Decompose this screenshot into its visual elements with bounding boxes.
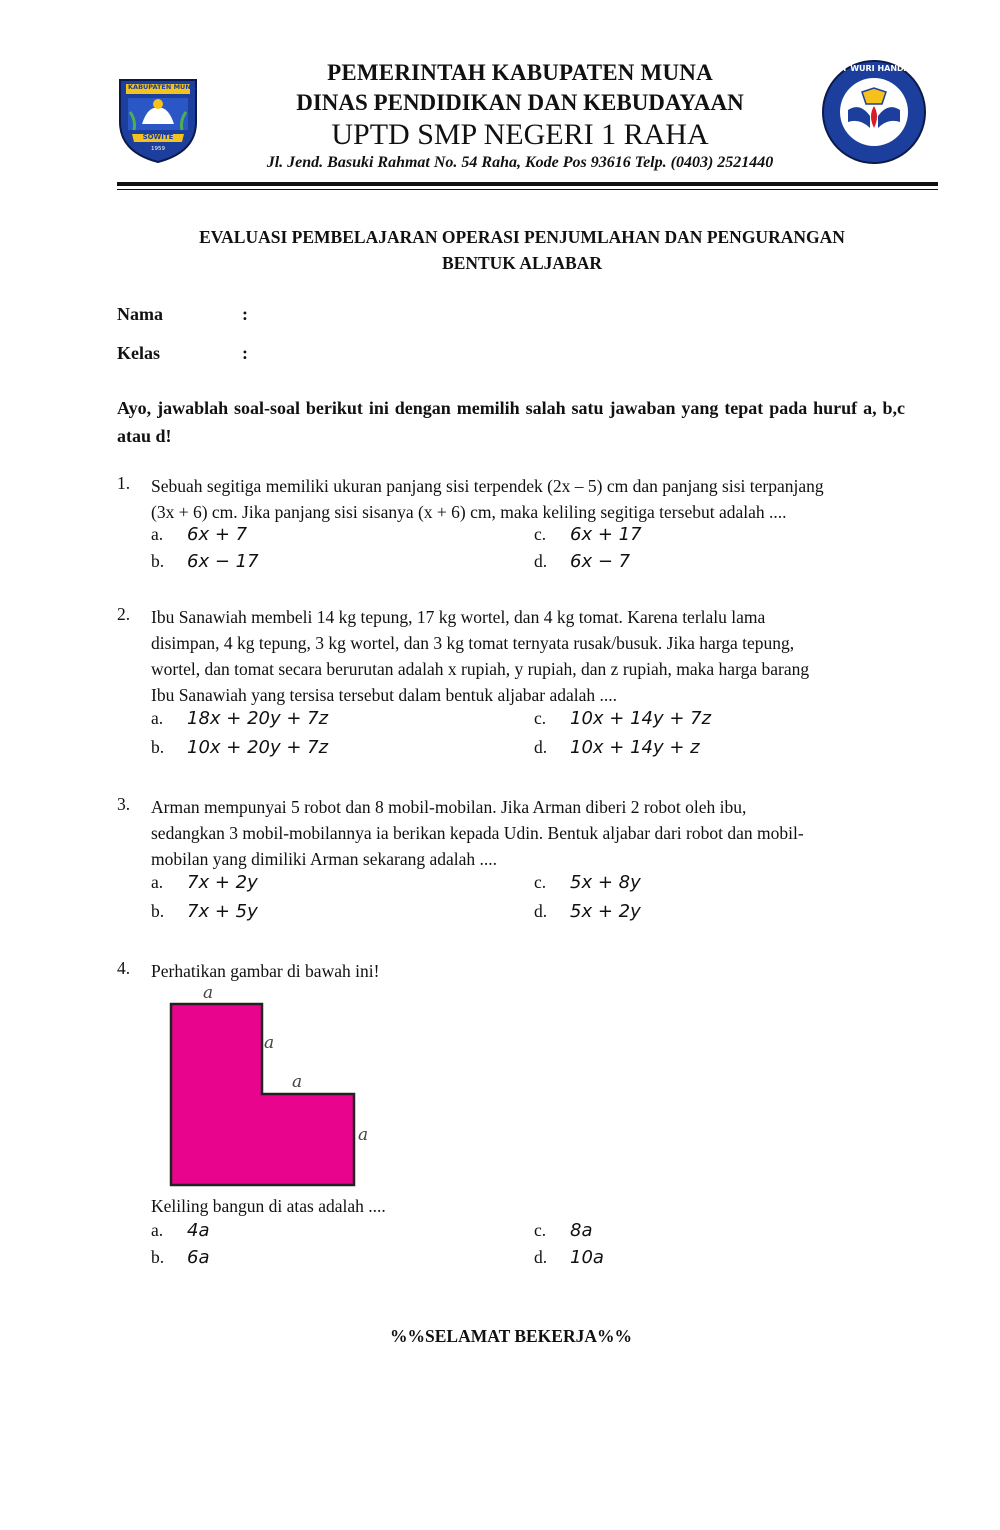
header-divider-thick [117,182,938,186]
instruction-text: Ayo, jawablah soal-soal berikut ini dengan memilih salah satu jawaban yang tepat pada huruf a, b,c atau d! [117,398,905,446]
q3-option-a[interactable]: a. 7x + 2y [151,872,258,893]
q1-option-c[interactable]: c. 6x + 17 [534,524,642,545]
q3-option-b[interactable]: b. 7x + 5y [151,901,258,922]
class-field[interactable] [258,339,898,367]
q4-option-a[interactable]: a. 4a [151,1220,210,1241]
q1-option-a[interactable]: a. 6x + 7 [151,524,248,545]
figure-label-right-lower: a [358,1125,369,1145]
q2-option-c[interactable]: c. 10x + 14y + 7z [534,708,712,729]
header-government: PEMERINTAH KABUPATEN MUNA [327,60,713,85]
q4-option-d[interactable]: d. 10a [534,1247,604,1268]
q4-option-c[interactable]: c. 8a [534,1220,593,1241]
figure-label-top: a [203,983,214,1003]
question-3-text [151,794,905,872]
header-department: DINAS PENDIDIKAN DAN KEBUDAYAAN [296,90,744,115]
question-line: sedangkan 3 mobil-mobilannya ia berikan kepada Udin. Bentuk aljabar dari robot dan mobil- [151,823,804,843]
question-line: Sebuah segitiga memiliki ukuran panjang sisi terpendek (2x – 5) cm dan panjang sisi terpanjang [151,476,824,496]
q1-option-d[interactable]: d. 6x − 7 [534,551,631,572]
question-4-prompt: Keliling bangun di atas adalah .... [151,1196,386,1216]
class-label: Kelas [117,343,160,363]
question-line: Arman mempunyai 5 robot dan 8 mobil-mobilan. Jika Arman diberi 2 robot oleh ibu, [151,797,747,817]
question-4-number: 4. [117,958,131,978]
question-line: Ibu Sanawiah yang tersisa tersebut dalam bentuk aljabar adalah .... [151,685,618,705]
question-line: Perhatikan gambar di bawah ini! [151,961,380,981]
header-address: Jl. Jend. Basuki Rahmat No. 54 Raha, Kode Pos 93616 Telp. (0403) 2521440 [266,154,774,171]
q4-option-b[interactable]: b. 6a [151,1247,210,1268]
closing-message: %%SELAMAT BEKERJA%% [390,1326,632,1346]
q3-option-d[interactable]: d. 5x + 2y [534,901,641,922]
question-1-text [151,473,905,525]
emblem-ring-text: TUT WURI HANDAYANI [830,64,930,73]
question-1-number: 1. [117,473,131,493]
logo-top-text: KABUPATEN MUNA [128,83,196,91]
question-2-text [151,604,905,708]
question-line: mobilan yang dimiliki Arman sekarang adalah .... [151,849,498,869]
header-school: UPTD SMP NEGERI 1 RAHA [331,118,709,151]
exam-title-line1: EVALUASI PEMBELAJARAN OPERASI PENJUMLAHAN DAN PENGURANGAN [199,227,845,247]
figure-label-step: a [292,1072,303,1092]
q2-option-b[interactable]: b. 10x + 20y + 7z [151,737,329,758]
l-shape-polygon [168,1001,358,1189]
figure-label-right-upper: a [264,1033,275,1053]
name-field[interactable] [258,300,898,328]
l-shape-figure [168,1001,358,1194]
question-line: wortel, dan tomat secara berurutan adalah x rupiah, y rupiah, dan z rupiah, maka harga barang [151,659,810,679]
question-3-number: 3. [117,794,131,814]
name-label: Nama [117,304,163,324]
q3-option-c[interactable]: c. 5x + 8y [534,872,641,893]
exam-title-line2: BENTUK ALJABAR [442,253,602,273]
question-line: disimpan, 4 kg tepung, 3 kg wortel, dan 3 kg tomat ternyata rusak/busuk. Jika harga tepung, [151,633,795,653]
name-colon: : [242,304,248,324]
tut-wuri-handayani-logo [820,58,928,166]
class-colon: : [242,343,248,363]
question-2-number: 2. [117,604,131,624]
question-4-text [151,958,905,984]
tut-wuri-emblem-icon [820,58,928,166]
logo-bottom-text: SOWITE [142,133,174,141]
q2-option-a[interactable]: a. 18x + 20y + 7z [151,708,329,729]
q2-option-d[interactable]: d. 10x + 14y + z [534,737,700,758]
q1-option-b[interactable]: b. 6x − 17 [151,551,259,572]
question-line: Ibu Sanawiah membeli 14 kg tepung, 17 kg wortel, dan 4 kg tomat. Karena terlalu lama [151,607,766,627]
logo-year: 1959 [151,146,165,152]
header-divider-thin [117,189,938,190]
question-line: (3x + 6) cm. Jika panjang sisi sisanya (x + 6) cm, maka keliling segitiga tersebut adalah .... [151,502,787,522]
